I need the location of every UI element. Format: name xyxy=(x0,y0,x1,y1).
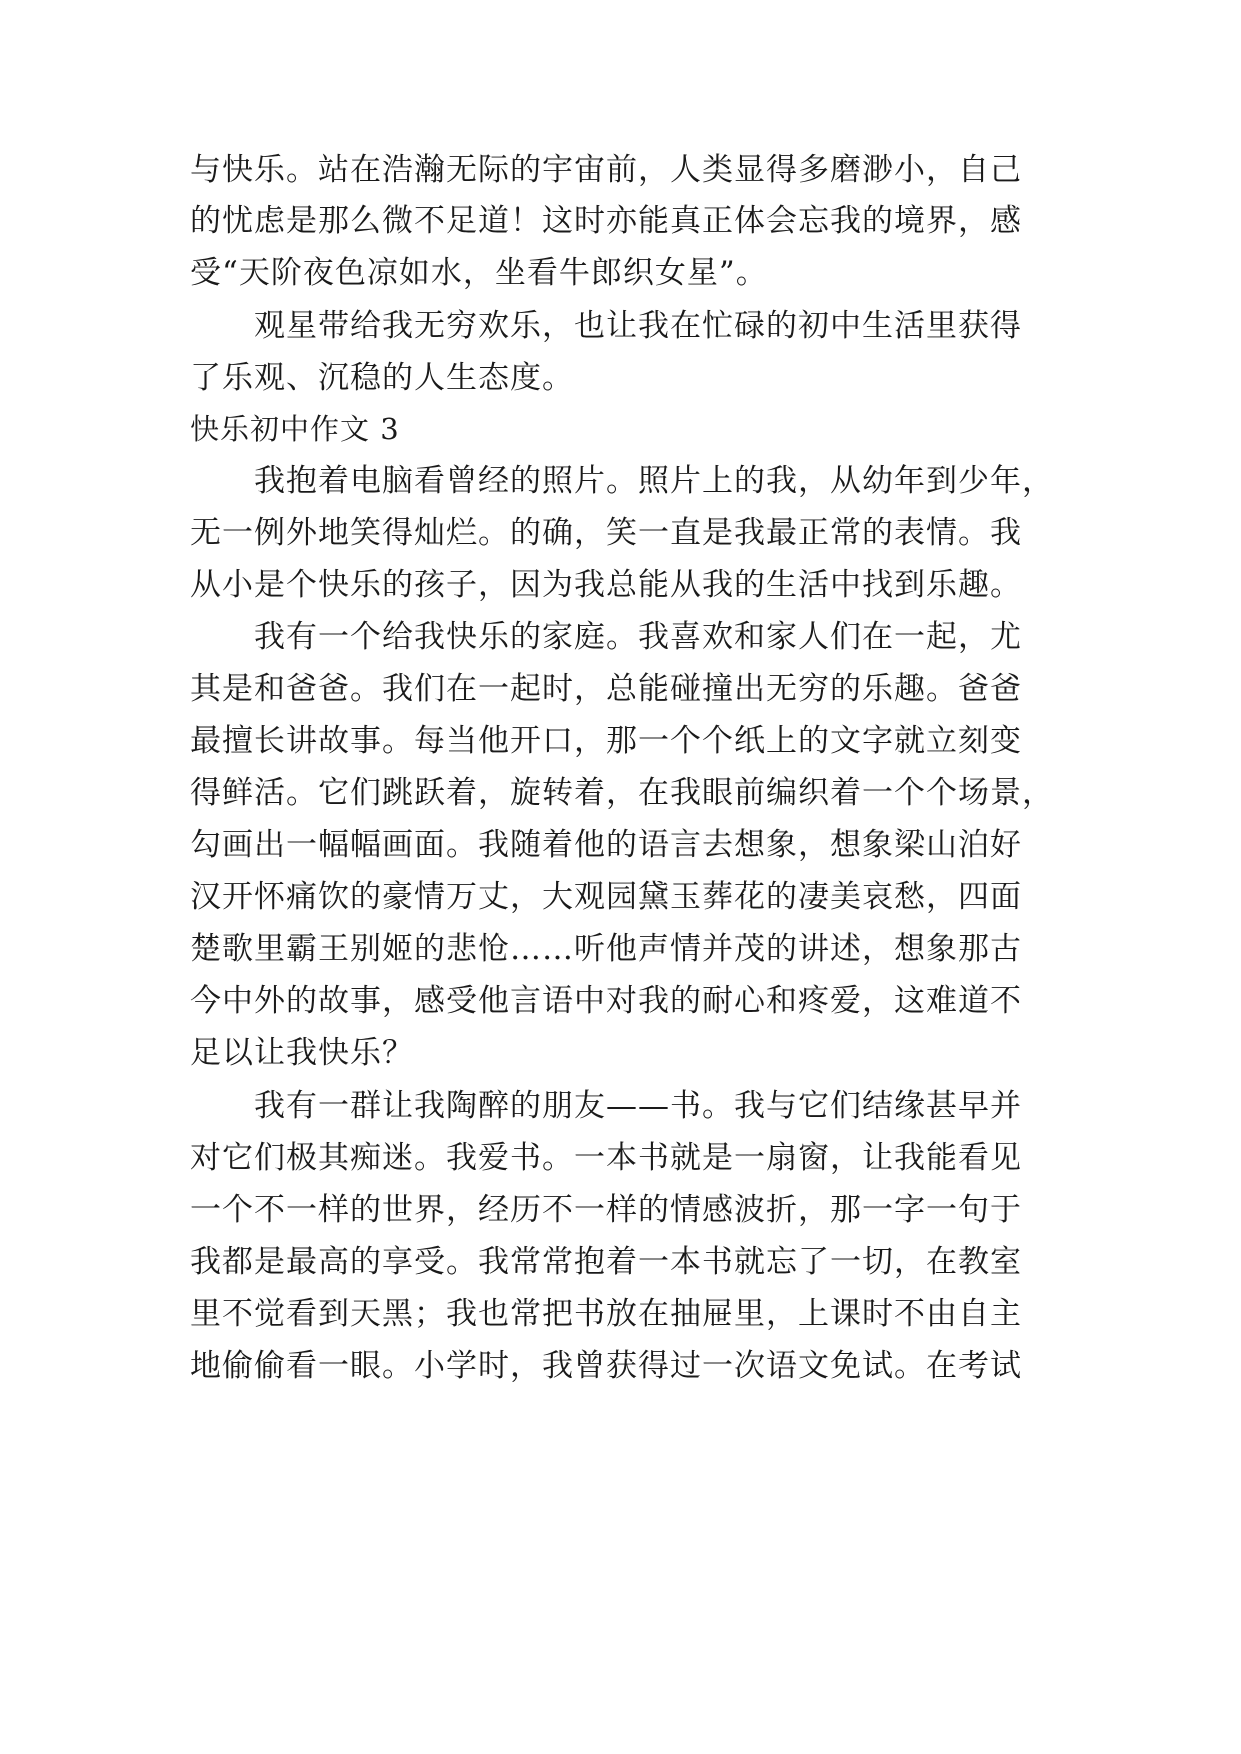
text-line: 从小是个快乐的孩子，因为我总能从我的生活中找到乐趣。 xyxy=(190,567,1022,603)
paragraph-first-line: 我抱着电脑看曾经的照片。照片上的我，从幼年到少年， xyxy=(254,463,1054,499)
text-line: 无一例外地笑得灿烂。的确，笑一直是我最正常的表情。我 xyxy=(190,515,1022,551)
text-line: 里不觉看到天黑；我也常把书放在抽屉里，上课时不由自主 xyxy=(190,1296,1022,1332)
text-line: 与快乐。站在浩瀚无际的宇宙前，人类显得多磨渺小，自己 xyxy=(190,152,1022,188)
text-line: 受“天阶夜色凉如水，坐看牛郎织女星”。 xyxy=(190,255,768,291)
text-line: 对它们极其痴迷。我爱书。一本书就是一扇窗，让我能看见 xyxy=(190,1140,1022,1176)
text-line: 了乐观、沉稳的人生态度。 xyxy=(190,360,574,396)
text-line: 楚歌里霸王别姬的悲怆……听他声情并茂的讲述，想象那古 xyxy=(190,931,1022,967)
paragraph-first-line: 我有一群让我陶醉的朋友——书。我与它们结缘甚早并 xyxy=(254,1088,1022,1124)
text-line: 今中外的故事，感受他言语中对我的耐心和疼爱，这难道不 xyxy=(190,983,1022,1019)
text-line: 最擅长讲故事。每当他开口，那一个个纸上的文字就立刻变 xyxy=(190,723,1022,759)
section-heading: 快乐初中作文 3 xyxy=(190,412,400,446)
text-line: 得鲜活。它们跳跃着，旋转着，在我眼前编织着一个个场景， xyxy=(190,775,1054,811)
text-line: 地偷偷看一眼。小学时，我曾获得过一次语文免试。在考试 xyxy=(190,1348,1022,1384)
paragraph-first-line: 我有一个给我快乐的家庭。我喜欢和家人们在一起，尤 xyxy=(254,619,1022,655)
text-line: 勾画出一幅幅画面。我随着他的语言去想象，想象梁山泊好 xyxy=(190,827,1022,863)
text-line: 足以让我快乐？ xyxy=(190,1035,414,1071)
text-line: 一个不一样的世界，经历不一样的情感波折，那一字一句于 xyxy=(190,1192,1022,1228)
paragraph-first-line: 观星带给我无穷欢乐，也让我在忙碌的初中生活里获得 xyxy=(254,308,1022,344)
text-line: 的忧虑是那么微不足道！这时亦能真正体会忘我的境界，感 xyxy=(190,203,1022,239)
text-line: 汉开怀痛饮的豪情万丈，大观园黛玉葬花的凄美哀愁，四面 xyxy=(190,879,1022,915)
text-line: 我都是最高的享受。我常常抱着一本书就忘了一切，在教室 xyxy=(190,1244,1022,1280)
text-line: 其是和爸爸。我们在一起时，总能碰撞出无穷的乐趣。爸爸 xyxy=(190,671,1022,707)
